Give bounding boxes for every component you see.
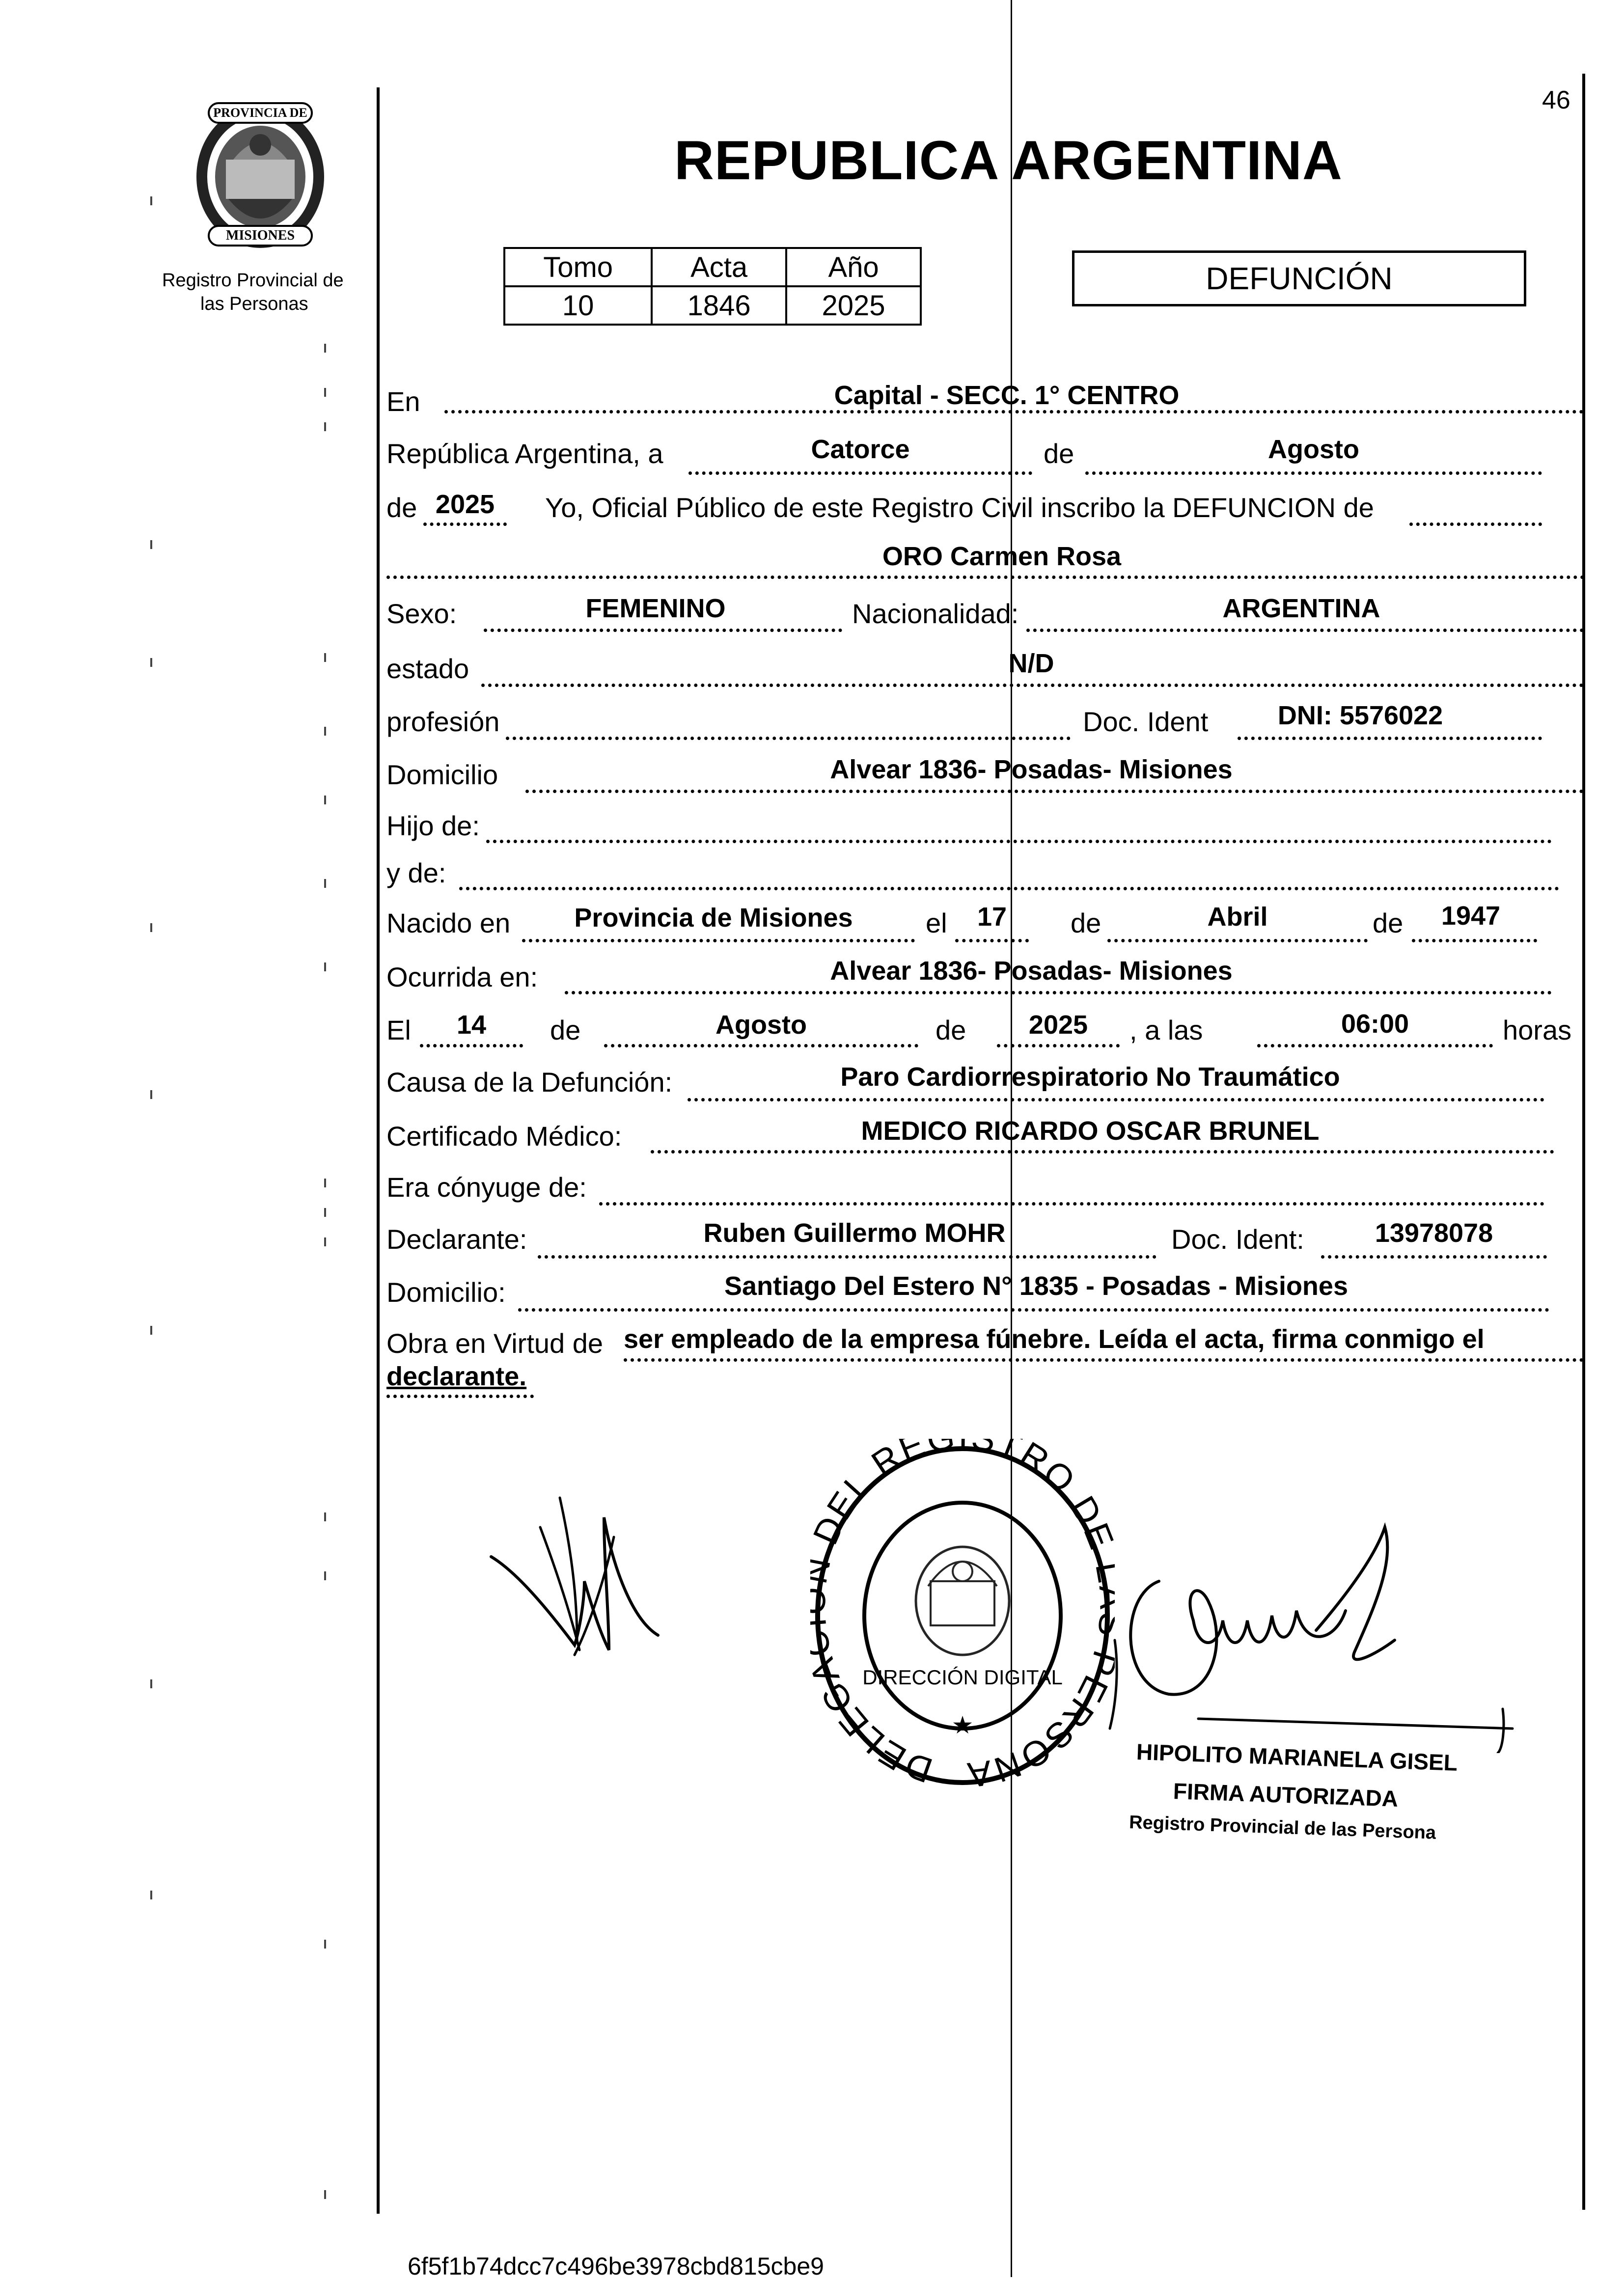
official-name: HIPOLITO MARIANELA GISEL <box>1136 1738 1458 1776</box>
label-de-1: de <box>1044 438 1074 469</box>
value-certificado: MEDICO RICARDO OSCAR BRUNEL <box>861 1116 1320 1146</box>
value-anio: 2025 <box>786 286 921 325</box>
dots-estado <box>481 684 1584 687</box>
value-nacionalidad: ARGENTINA <box>1222 594 1380 623</box>
right-margin-line <box>1582 74 1585 2210</box>
dots-hijo-de <box>486 840 1552 843</box>
label-de-2: de <box>386 492 417 523</box>
label-de-5: de <box>550 1015 581 1045</box>
header-acta: Acta <box>652 248 786 286</box>
value-hora: 06:00 <box>1341 1009 1409 1039</box>
official-office: Registro Provincial de las Persona <box>1129 1812 1436 1843</box>
label-conyuge: Era cónyuge de: <box>386 1172 587 1203</box>
stamp-ring-text: DELEG DEL RE TRO D ERSONA <box>810 1439 1115 1792</box>
label-certificado: Certificado Médico: <box>386 1121 622 1152</box>
label-horas: horas <box>1503 1015 1572 1045</box>
header-anio: Año <box>786 248 921 286</box>
declarant-signature <box>486 1493 668 1665</box>
label-obra: Obra en Virtud de <box>386 1328 604 1359</box>
value-def-mes: Agosto <box>716 1010 807 1040</box>
document-hash: 6f5f1b74dcc7c496be3978cbd815cbe9 <box>408 2253 824 2280</box>
value-nacido-en: Provincia de Misiones <box>574 903 853 933</box>
dots-nac-anio <box>1412 939 1537 942</box>
svg-text:DELEGACIÓN DEL REGISTRO DE LAS <box>810 1439 1115 1792</box>
value-obra-line1: ser empleado de la empresa fúnebre. Leída el acta, firma conmigo el <box>624 1324 1485 1354</box>
seal-top-text: PROVINCIA DE <box>213 106 307 120</box>
dots-certificado <box>651 1150 1554 1154</box>
dots-y-de <box>459 887 1559 890</box>
dots-mes-texto <box>1085 471 1542 475</box>
value-dia-texto: Catorce <box>811 435 910 464</box>
left-margin-line <box>377 87 380 2214</box>
label-nacionalidad: Nacionalidad: <box>852 598 1019 629</box>
volume-table <box>503 247 922 326</box>
value-domicilio: Alvear 1836- Posadas- Misiones <box>830 755 1233 784</box>
label-yo: Yo, Oficial Público de este Registro Civil inscribo la DEFUNCION de <box>545 492 1374 523</box>
official-signature <box>1100 1522 1522 1753</box>
stamp-emblem <box>916 1547 1009 1655</box>
dots-declarante <box>538 1255 1156 1259</box>
label-ocurrida-en: Ocurrida en: <box>386 961 538 992</box>
volume-table-values <box>504 286 921 325</box>
value-declarante-domicilio: Santiago Del Estero N° 1835 - Posadas - Misiones <box>724 1271 1348 1301</box>
volume-table-header <box>504 248 921 286</box>
label-a-las: , a las <box>1129 1015 1203 1045</box>
value-nombre: ORO Carmen Rosa <box>882 542 1122 571</box>
header-tomo: Tomo <box>504 248 652 286</box>
label-causa: Causa de la Defunción: <box>386 1067 673 1098</box>
label-doc-ident-2: Doc. Ident: <box>1171 1224 1304 1255</box>
dots-anio <box>423 522 507 526</box>
label-de-6: de <box>936 1015 966 1045</box>
dots-def-mes <box>604 1044 918 1047</box>
stamp-star: ★ <box>951 1711 974 1739</box>
value-nac-dia: 17 <box>977 902 1007 932</box>
value-estado: N/D <box>1008 649 1054 678</box>
record-type-box: DEFUNCIÓN <box>1072 250 1526 306</box>
label-declarante: Declarante: <box>386 1224 527 1255</box>
value-def-anio: 2025 <box>1028 1010 1088 1040</box>
value-ocurrida-en: Alvear 1836- Posadas- Misiones <box>830 956 1233 986</box>
dots-lugar <box>444 410 1584 413</box>
page-number: 46 <box>1542 86 1570 114</box>
dots-doc <box>1238 737 1542 740</box>
label-republica: República Argentina, a <box>386 438 663 469</box>
dots-nac-mes <box>1107 939 1368 942</box>
value-mes-texto: Agosto <box>1268 435 1359 464</box>
value-declarante-doc: 13978078 <box>1375 1218 1493 1248</box>
label-y-de: y de: <box>386 857 446 888</box>
seal-bottom-text: MISIONES <box>225 228 295 243</box>
label-profesion: profesión <box>386 706 500 737</box>
value-lugar: Capital - SECC. 1° CENTRO <box>834 381 1180 410</box>
value-sexo: FEMENINO <box>585 594 726 623</box>
label-sexo: Sexo: <box>386 598 457 629</box>
dots-ocurrida-en <box>565 991 1552 994</box>
dots-nacido-en <box>522 939 915 942</box>
delegation-stamp <box>810 1439 1115 1792</box>
stamp-inner-text: DIRECCIÓN DIGITAL <box>862 1666 1063 1689</box>
dots-yo-tail <box>1409 522 1542 526</box>
dots-obra-line1 <box>624 1358 1584 1362</box>
dots-nombre <box>386 576 1585 579</box>
label-de-3: de <box>1071 907 1101 938</box>
dots-obra-line2 <box>386 1395 534 1398</box>
value-doc: DNI: 5576022 <box>1277 701 1443 730</box>
label-domicilio-2: Domicilio: <box>386 1277 506 1308</box>
label-el: el <box>926 907 947 938</box>
label-nacido-en: Nacido en <box>386 907 511 938</box>
value-declarante: Ruben Guillermo MOHR <box>703 1218 1006 1248</box>
registry-line2: las Personas <box>200 294 308 314</box>
value-nac-mes: Abril <box>1207 902 1268 932</box>
value-def-dia: 14 <box>456 1010 487 1040</box>
value-tomo: 10 <box>504 286 652 325</box>
dots-declarante-domicilio <box>518 1308 1549 1312</box>
dots-sexo <box>484 629 842 632</box>
value-anio: 2025 <box>435 490 495 519</box>
label-en: En <box>386 386 420 417</box>
provincial-seal <box>189 96 331 253</box>
dots-dia-texto <box>688 471 1032 475</box>
registry-line1: Registro Provincial de <box>162 270 344 291</box>
label-el-cap: El <box>386 1015 411 1045</box>
label-hijo-de: Hijo de: <box>386 810 480 841</box>
dots-causa <box>688 1098 1544 1101</box>
dots-domicilio <box>525 790 1584 793</box>
value-nac-anio: 1947 <box>1441 901 1501 931</box>
value-acta: 1846 <box>652 286 786 325</box>
official-role: FIRMA AUTORIZADA <box>1173 1778 1399 1812</box>
label-domicilio: Domicilio <box>386 759 498 790</box>
dots-profesion <box>506 737 1071 740</box>
dots-nac-dia <box>955 939 1029 942</box>
label-estado: estado <box>386 653 469 684</box>
dots-declarante-doc <box>1321 1255 1547 1259</box>
dots-conyuge <box>599 1202 1544 1206</box>
dots-def-dia <box>420 1044 523 1047</box>
dots-nacionalidad <box>1026 629 1584 632</box>
document-title: REPUBLICA ARGENTINA <box>674 130 1343 191</box>
label-de-4: de <box>1373 907 1404 938</box>
label-doc-ident: Doc. Ident <box>1083 706 1209 737</box>
value-causa: Paro Cardiorrespiratorio No Traumático <box>840 1062 1340 1092</box>
dots-hora <box>1257 1044 1493 1047</box>
value-obra-line2: declarante. <box>386 1362 527 1391</box>
dots-def-anio <box>997 1044 1120 1047</box>
